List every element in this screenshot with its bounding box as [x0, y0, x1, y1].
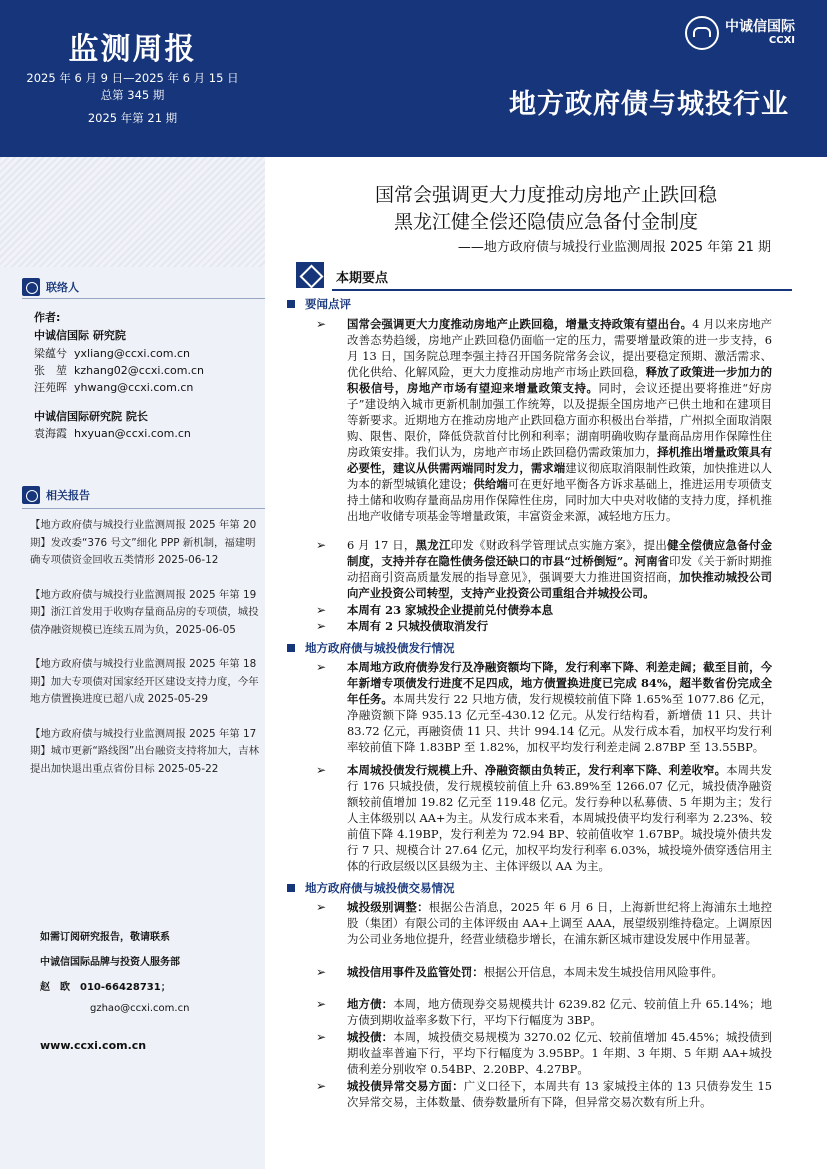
related-report-link[interactable]: 【地方政府债与城投行业监测周报 2025 年第 19 期】浙江首发用于收购存量商品房的专项债，城投债净融资规模已连续五周为负，2025-06-05: [30, 588, 259, 636]
author-email[interactable]: yhwang@ccxi.com.cn: [74, 381, 194, 394]
date-range: 2025 年 6 月 9 日—2025 年 6 月 15 日: [26, 71, 239, 85]
title-line-2: 黑龙江健全偿还隐债应急备付金制度: [393, 211, 698, 233]
section-news: 要闻点评: [287, 296, 351, 312]
authors-heading: 联络人: [22, 278, 79, 296]
para-issuance-1: 本周地方政府债券发行及净融资额均下降，发行利率下降、利差走阔；截至目前，今年新增专项债发行进度不足四成，地方债置换进度已完成 84%，超半数省份完成全年任务。本周共发行 22 只地方债，发行规模较前值下降 1.65%至 1077.86 亿元，净融资额下降 935.13 亿元至-430.12 亿元。从发行结构看，新增债 11 只、共计 83.72 亿元，再融资债 11 只、共计 994.14 亿元。从发行成本看，加权平均发行利率较前值下降 1.83BP 至 1.82%，加权平均发行利差走阔 2.87BP 至 13.55BP。: [347, 660, 772, 754]
para-issuance-2: 本周城投债发行规模上升、净融资额由负转正，发行利率下降、利差收窄。本周共发行 176 只城投债，发行规模较前值上升 63.89%至 1266.07 亿元，城投债净融资额较前值增加 19.82 亿元至 119.48 亿元。发行券种以私募债、5 年期为主；发行人主体级别以 AA+为主。从发行成本来看，本周城投债平均发行利率为 2.23%、较前值下降 4.19BP，发行利差为 72.94 BP、较前值收窄 1.67BP。城投境外债共发行 7 只、规模合计 27.64 亿元，加权平均发行利率 6.03%，城投境外债穿透信用主体的行政层级以区县级为主、主体评级以 AA 为主。: [347, 763, 772, 873]
para-news-3: 本周有 23 家城投企业提前兑付债券本息: [347, 603, 554, 617]
author-row: 张 堃 kzhang02@ccxi.com.cn: [34, 364, 204, 377]
para-trading-1: 城投级别调整：根据公告消息，2025 年 6 月 6 日，上海新世纪将上海浦东土地控股（集团）有限公司的主体评级由 AA+上调至 AAA，展望级别维持稳定。上调原因为公司业务地位提升，经营业绩稳步增长，在浦东新区城市建设发展中作用显著。: [347, 900, 772, 946]
section-bullet-icon: [287, 300, 295, 308]
report-header: [0, 0, 827, 157]
ccxi-logo: [685, 16, 795, 50]
key-points-header: [296, 261, 796, 291]
header-brand-block: [0, 0, 265, 157]
logo-en: CCXI: [768, 35, 795, 46]
arrow-bullet-icon: ➢: [316, 997, 327, 1011]
reports-divider: [22, 508, 265, 509]
para-trading-4: 城投债：本周，城投债交易规模为 3270.02 亿元、较前值增加 45.45%；城投债到期收益率普遍下行，平均下行幅度为 3.95BP。1 年期、3 年期、5 年期 AA+城投债利差分别收窄 0.54BP、2.20BP、4.27BP。: [347, 1030, 772, 1076]
para-trading-3: 地方债：本周，地方债现券交易规模共计 6239.82 亿元、较前值上升 65.14%；地方债到期收益率多数下行，平均下行幅度为 3BP。: [347, 997, 772, 1027]
arrow-bullet-icon: ➢: [316, 900, 327, 914]
issue-total: 总第 345 期: [100, 88, 165, 102]
author-email[interactable]: yxliang@ccxi.com.cn: [74, 347, 190, 360]
related-reports: [30, 517, 262, 795]
contact-phone: 赵 欧 010-66428731；: [40, 982, 171, 993]
org1: 中诚信国际 研究院: [34, 329, 126, 342]
para-news-4: 本周有 2 只城投债取消发行: [347, 619, 489, 633]
sidebar-pattern: [0, 157, 265, 267]
contact-email[interactable]: gzhao@ccxi.com.cn: [90, 1003, 190, 1014]
section-issuance: 地方政府债与城投债发行情况: [287, 640, 455, 656]
para-trading-2: 城投信用事件及监管处罚：根据公开信息，本周未发生城投信用风险事件。: [347, 965, 723, 979]
contact-icon: [22, 278, 40, 296]
key-points-icon: [296, 262, 324, 288]
key-points-rule: [332, 289, 792, 291]
reports-heading: 相关报告: [22, 486, 90, 504]
logo-mark-icon: [685, 16, 719, 50]
arrow-bullet-icon: ➢: [316, 317, 327, 331]
arrow-bullet-icon: ➢: [316, 619, 327, 633]
author-row: 袁海霞 hxyuan@ccxi.com.cn: [34, 427, 191, 440]
section-trading: 地方政府债与城投债交易情况: [287, 880, 455, 896]
contact-line: 如需订阅研究报告，敬请联系: [40, 932, 170, 943]
authors-label: 作者:: [34, 311, 61, 324]
arrow-bullet-icon: ➢: [316, 763, 327, 777]
key-points-label: 本期要点: [336, 271, 389, 286]
author-email[interactable]: hxyuan@ccxi.com.cn: [74, 427, 191, 440]
section-bullet-icon: [287, 884, 295, 892]
author-row: 汪苑晖 yhwang@ccxi.com.cn: [34, 381, 194, 394]
para-news-2: 6 月 17 日，黑龙江印发《财政科学管理试点实施方案》，提出健全偿债应急备付金制度，支持并存在隐性债务偿还缺口的市县“过桥倒短”。河南省印发《关于新时期推动招商引资高质量发展的指导意见》，强调要大力推进国资招商，加快推动城投公司向产业投资公司转型，支持产业投资公司重组合并城投公司。: [347, 538, 772, 600]
contact-line: 中诚信国际品牌与投资人服务部: [40, 957, 180, 968]
issue-year: 2025 年第 21 期: [87, 111, 178, 125]
arrow-bullet-icon: ➢: [316, 965, 327, 979]
arrow-bullet-icon: ➢: [316, 538, 327, 552]
authors-divider: [22, 298, 265, 299]
related-report-link[interactable]: 【地方政府债与城投行业监测周报 2025 年第 18 期】加大专项债对国家经开区建设支持力度，今年地方债置换进度已超八成 2025-05-29: [30, 658, 259, 705]
section-bullet-icon: [287, 644, 295, 652]
header-right: [265, 0, 827, 157]
arrow-bullet-icon: ➢: [316, 1030, 327, 1044]
para-trading-5: 城投债异常交易方面：广义口径下，本周共有 13 家城投主体的 13 只债券发生 15 次异常交易，主体数量、债券数量所有下降，但异常交易次数有所上升。: [347, 1079, 772, 1109]
report-icon: [22, 486, 40, 504]
arrow-bullet-icon: ➢: [316, 1079, 327, 1093]
org2: 中诚信国际研究院 院长: [34, 410, 148, 423]
arrow-bullet-icon: ➢: [316, 603, 327, 617]
related-report-link[interactable]: 【地方政府债与城投行业监测周报 2025 年第 20 期】发改委“376 号文”细化 PPP 新机制，福建明确专项债资金回收五类情形 2025-06-12: [30, 519, 257, 566]
subtitle: ——地方政府债与城投行业监测周报 2025 年第 21 期: [457, 240, 771, 255]
author-row: 梁蕴兮 yxliang@ccxi.com.cn: [34, 347, 190, 360]
arrow-bullet-icon: ➢: [316, 660, 327, 674]
logo-cn: 中诚信国际: [725, 19, 795, 35]
title-line-1: 国常会强调更大力度推动房地产止跌回稳: [374, 184, 717, 206]
website-link[interactable]: www.ccxi.com.cn: [40, 1039, 147, 1052]
brand-title: 监测周报: [68, 32, 197, 67]
related-report-link[interactable]: 【地方政府债与城投行业监测周报 2025 年第 17 期】城市更新“路线图”出台融资支持将加大，吉林提出加快退出重点省份目标 2025-05-22: [30, 727, 259, 775]
para-news-1: 国常会强调更大力度推动房地产止跌回稳，增量支持政策有望出台。4 月以来房地产改善态势趋缓，房地产止跌回稳仍面临一定的压力，需要增量政策的进一步支持，6 月 13 日，国务院总理李强主持召开国务院常务会议，提出要稳定预期、激活需求、优化供给、化解风险，更大力度推动房地产市场止跌回稳，释放了政策进一步加力的积极信号，房地产市场有望迎来增量政策支持。同时，会议还提出要将推进“好房子”建设纳入城市更新机制加强工作统筹，以及提振全国房地产已供土地和在建项目等新要求。近期地方在推动房地产止跌回稳方面亦积极出台举措，广州拟全面取消限购、限售、限价，降低贷款首付比例和利率；湖南明确收购存量商品房用作保障性住房政策安排。我们认为，房地产市场止跌回稳仍需政策加力，择机推出增量政策具有必要性，建议从供需两端同时发力，需求端建议彻底取消限制性政策，加快推进以人为本的新型城镇化建设；供给端可在更好地平衡各方诉求基础上，推进运用专项债支持土储和收购存量商品房用作保障性住房，同时加大中央对收储的支持力度，择机推出地产收储专项基金等增量政策，丰富资金来源，减轻地方压力。: [347, 317, 772, 523]
industry-title: 地方政府债与城投行业: [509, 89, 789, 120]
author-email[interactable]: kzhang02@ccxi.com.cn: [74, 364, 204, 377]
